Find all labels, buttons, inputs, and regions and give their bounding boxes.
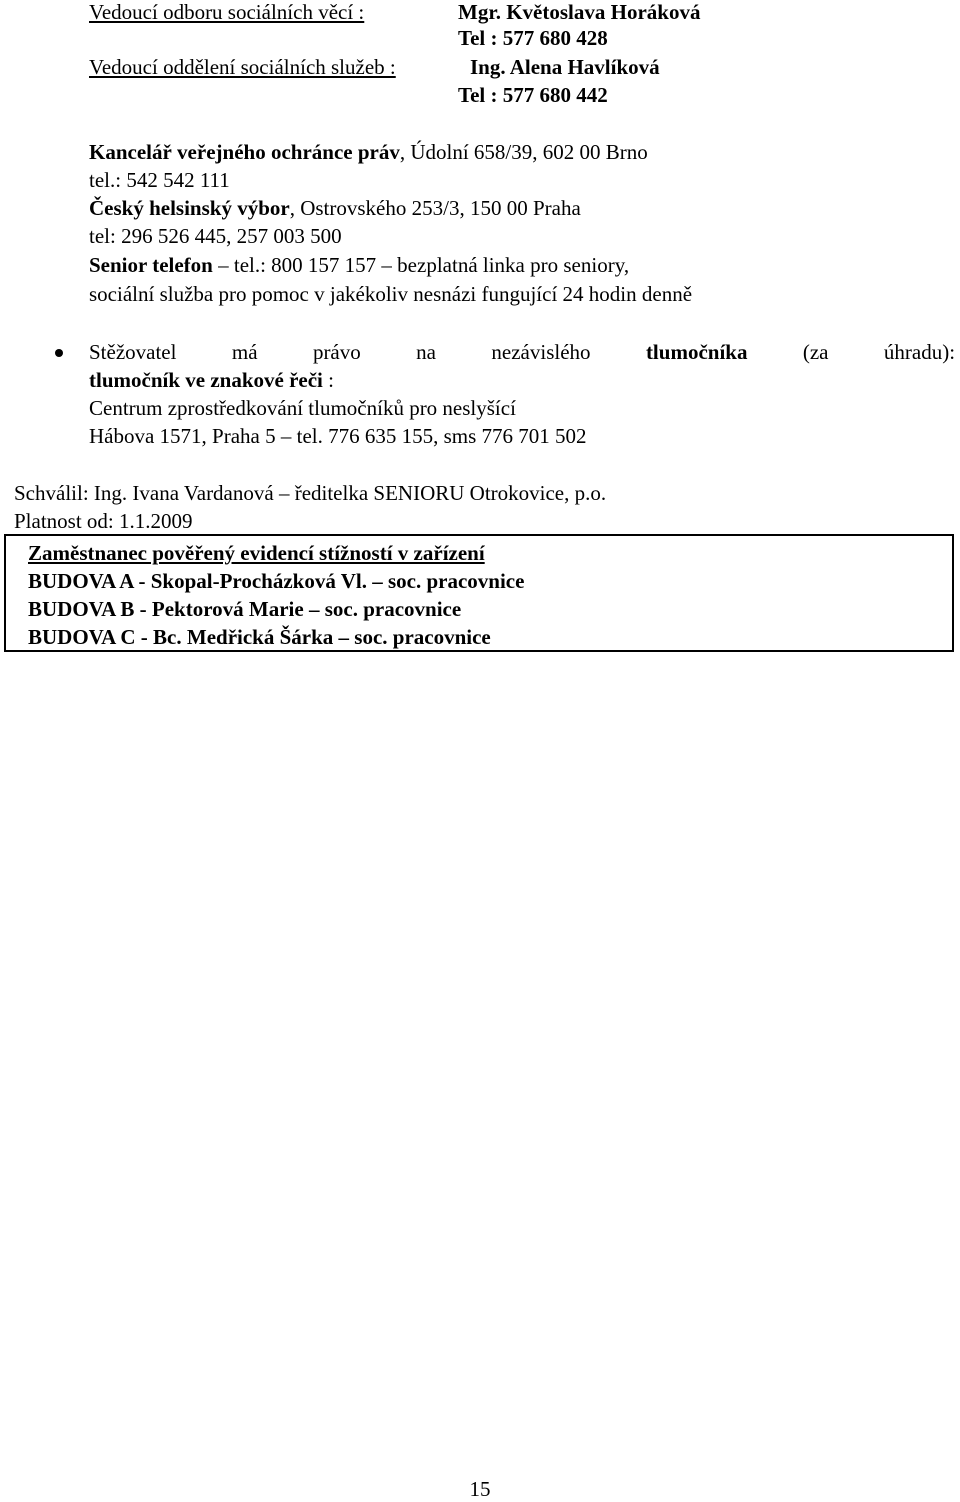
word: Stěžovatel bbox=[89, 340, 177, 364]
sign-interpreter-title: tlumočník ve znakové řeči bbox=[89, 368, 323, 392]
sign-interpreter-colon: : bbox=[322, 368, 334, 392]
building-b: BUDOVA B - Pektorová Marie – soc. pracovnice bbox=[28, 597, 462, 621]
helsinki-tel: tel: 296 526 445, 257 003 500 bbox=[89, 224, 342, 248]
box-title: Zaměstnanec pověřený evidencí stížností v zařízení bbox=[28, 541, 485, 565]
sign-interpreter-line bbox=[89, 367, 334, 393]
senior-info: – tel.: 800 157 157 – bezplatná linka pro seniory, bbox=[212, 253, 630, 277]
valid-from: Platnost od: 1.1.2009 bbox=[14, 509, 193, 533]
helsinki-line bbox=[89, 195, 581, 221]
word: nezávislého bbox=[491, 340, 591, 364]
bullet-icon bbox=[55, 349, 63, 357]
head-tel-2: Tel : 577 680 442 bbox=[458, 83, 608, 107]
word: (za bbox=[802, 340, 829, 364]
responsible-staff-box bbox=[4, 534, 954, 652]
ombudsman-tel: tel.: 542 542 111 bbox=[89, 168, 230, 192]
interpreter-center-address: Hábova 1571, Praha 5 – tel. 776 635 155, sms 776 701 502 bbox=[89, 424, 587, 448]
head-tel-1: Tel : 577 680 428 bbox=[458, 26, 608, 50]
page-number: 15 bbox=[469, 1477, 491, 1501]
interpreter-center: Centrum zprostředkování tlumočníků pro neslyšící bbox=[89, 396, 516, 420]
word: úhradu): bbox=[883, 340, 956, 364]
approved-by: Schválil: Ing. Ivana Vardanová – ředitelka SENIORU Otrokovice, p.o. bbox=[14, 481, 607, 505]
head-label-1: Vedoucí odboru sociálních věcí : bbox=[89, 0, 365, 24]
ombudsman-address: , Údolní 658/39, 602 00 Brno bbox=[399, 140, 648, 164]
helsinki-address: , Ostrovského 253/3, 150 00 Praha bbox=[289, 196, 581, 220]
building-a: BUDOVA A - Skopal-Procházková Vl. – soc. pracovnice bbox=[28, 569, 525, 593]
building-c: BUDOVA C - Bc. Medřická Šárka – soc. pracovnice bbox=[28, 625, 491, 649]
helsinki-name: Český helsinský výbor bbox=[89, 196, 290, 220]
word: na bbox=[416, 340, 436, 364]
senior-line bbox=[89, 252, 629, 278]
senior-name: Senior telefon bbox=[89, 253, 213, 277]
head-label-2: Vedoucí oddělení sociálních služeb : bbox=[89, 55, 396, 79]
senior-description: sociální služba pro pomoc v jakékoliv nesnázi fungující 24 hodin denně bbox=[89, 282, 693, 306]
head-name-1: Mgr. Květoslava Horáková bbox=[458, 0, 701, 24]
interpreter-sentence bbox=[89, 339, 955, 365]
head-name-2: Ing. Alena Havlíková bbox=[470, 55, 660, 79]
word: právo bbox=[312, 340, 361, 364]
ombudsman-line bbox=[89, 139, 648, 165]
word-bold: tlumočníka bbox=[645, 340, 748, 364]
ombudsman-name: Kancelář veřejného ochránce práv bbox=[89, 140, 400, 164]
word: má bbox=[231, 340, 258, 364]
